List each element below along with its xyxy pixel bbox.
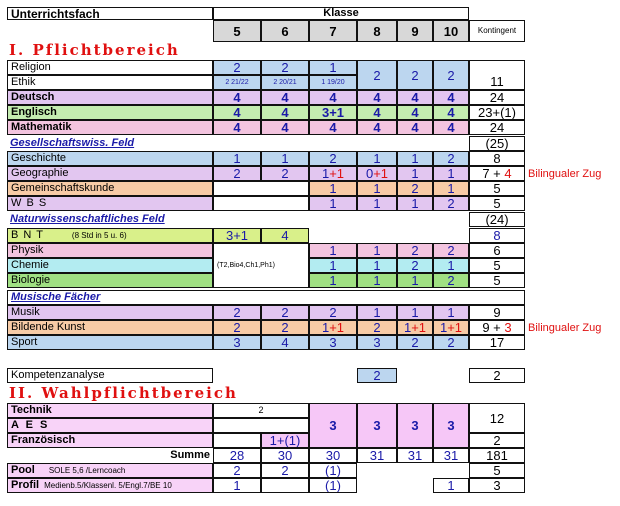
wbs-7: 1: [309, 196, 357, 211]
ethik-5: 2 21/22: [213, 75, 261, 90]
chemie-10: 1: [433, 258, 469, 273]
kunst-6: 2: [261, 320, 309, 335]
profil-10: 1: [433, 478, 469, 493]
englisch-kontingent: 23+(1): [469, 105, 525, 120]
mathematik-8: 4: [357, 120, 397, 135]
profil-5: 1: [213, 478, 261, 493]
pool-7: (1): [309, 463, 357, 478]
grade-5: 5: [213, 20, 261, 42]
profil-kontingent: 3: [469, 478, 525, 493]
geschichte-kontingent: 8: [469, 151, 525, 166]
physik-7: 1: [309, 243, 357, 258]
kunst-7: [309, 320, 357, 335]
gemeinschaftskunde-kontingent: 5: [469, 181, 525, 196]
wp-9: 3: [397, 403, 433, 448]
summe-6: 30: [261, 448, 309, 463]
aes-label: A E S: [7, 418, 213, 433]
wbs-label: W B S: [7, 196, 213, 211]
geschichte-7: 2: [309, 151, 357, 166]
deutsch-6: 4: [261, 90, 309, 105]
kunst-7-bilingual: +1: [329, 320, 345, 335]
kunst-8: 2: [357, 320, 397, 335]
profil-note: Medienb.5/Klassenl. 5/Engl.7/BE 10: [44, 480, 172, 490]
kompetenz-8: 2: [357, 368, 397, 383]
mathematik-label: Mathematik: [7, 120, 213, 135]
ethik-9: 2: [397, 60, 433, 90]
grade-7: 7: [309, 20, 357, 42]
mathematik-6: 4: [261, 120, 309, 135]
kunst-7-base: 1: [321, 320, 330, 335]
religion-label: Religion: [7, 60, 213, 75]
physik-kontingent: 6: [469, 243, 525, 258]
physik-label: Physik: [7, 243, 213, 258]
ethik-10: 2: [433, 60, 469, 90]
bnt-note: (8 Std in 5 u. 6): [71, 230, 127, 240]
sport-kontingent: 17: [469, 335, 525, 350]
deutsch-kontingent: 24: [469, 90, 525, 105]
musisch-title-text: Musische Fächer: [11, 291, 101, 303]
profil-7: (1): [309, 478, 357, 493]
geographie-10: 1: [433, 166, 469, 181]
biologie-8: 1: [357, 273, 397, 288]
ethik-6: 2 20/21: [261, 75, 309, 90]
englisch-6: 4: [261, 105, 309, 120]
summe-10: 31: [433, 448, 469, 463]
gemeinschaftskunde-7: 1: [309, 181, 357, 196]
geographie-label: Geographie: [7, 166, 213, 181]
ethik-8: 2: [357, 60, 397, 90]
mathematik-kontingent: 24: [469, 120, 525, 135]
sport-8: 3: [357, 335, 397, 350]
gemeinschaftskunde-9: 2: [397, 181, 433, 196]
wp-kontingent: 12: [469, 403, 525, 433]
bnt-6: 4: [261, 228, 309, 243]
summe-label: Summe: [170, 449, 210, 461]
kompetenz-label: Kompetenzanalyse: [7, 368, 213, 383]
pool-row-label: [7, 463, 213, 478]
musik-5: 2: [213, 305, 261, 320]
sport-5: 3: [213, 335, 261, 350]
geschichte-6: 1: [261, 151, 309, 166]
kunst-label: Bildende Kunst: [7, 320, 213, 335]
gemeinschaftskunde-10: 1: [433, 181, 469, 196]
musisch-title: [7, 290, 525, 305]
mathematik-9: 4: [397, 120, 433, 135]
sport-6: 4: [261, 335, 309, 350]
deutsch-10: 4: [433, 90, 469, 105]
franz-kontingent: 2: [469, 433, 525, 448]
ethik-kontingent: 11: [469, 60, 525, 90]
geographie-7-bilingual: +1: [329, 166, 345, 181]
wbs-10: 2: [433, 196, 469, 211]
section-pflichtbereich: I. Pflichtbereich: [9, 41, 180, 59]
chemie-9: 2: [397, 258, 433, 273]
deutsch-5: 4: [213, 90, 261, 105]
geographie-kontingent-base: 7 +: [482, 166, 501, 181]
pool-label: Pool: [11, 464, 35, 476]
sport-label: Sport: [7, 335, 213, 350]
profil-6-empty: [261, 478, 309, 493]
bnt-label: B N T: [11, 229, 44, 241]
englisch-9: 4: [397, 105, 433, 120]
englisch-5: 4: [213, 105, 261, 120]
sport-10: 2: [433, 335, 469, 350]
summe-7: 30: [309, 448, 357, 463]
sport-9: 2: [397, 335, 433, 350]
kunst-9-bilingual: +1: [411, 320, 427, 335]
musik-8: 1: [357, 305, 397, 320]
ethik-label: Ethik: [7, 75, 213, 90]
header-kontingent: Kontingent: [469, 20, 525, 42]
kunst-kontingent: [469, 320, 525, 335]
chemie-7: 1: [309, 258, 357, 273]
franz-label: Französisch: [7, 433, 213, 448]
musik-7: 2: [309, 305, 357, 320]
wbs-8: 1: [357, 196, 397, 211]
profil-row-label: [7, 478, 213, 493]
chemie-label: Chemie: [7, 258, 213, 273]
mathematik-5: 4: [213, 120, 261, 135]
technik-label: Technik: [7, 403, 213, 418]
kunst-9-base: 1: [403, 320, 412, 335]
bnt-kontingent: 8: [469, 228, 525, 243]
franz-5-empty: [213, 433, 261, 448]
natur-title-text: Naturwissenschaftliches Feld: [10, 213, 165, 225]
musik-6: 2: [261, 305, 309, 320]
musik-10: 1: [433, 305, 469, 320]
gemeinschaftskunde-8: 1: [357, 181, 397, 196]
englisch-7: 3+1: [309, 105, 357, 120]
gemeinschaftskunde-empty: [213, 181, 309, 196]
gesell-title: [7, 136, 469, 151]
natur-title: [7, 212, 469, 227]
geschichte-9: 1: [397, 151, 433, 166]
pool-6: 2: [261, 463, 309, 478]
physik-10: 2: [433, 243, 469, 258]
pool-note: SOLE 5,6 /Lerncoach: [48, 465, 126, 475]
technik-56: 2: [213, 403, 309, 418]
header-subject: Unterrichtsfach: [7, 7, 213, 20]
header-klasse: Klasse: [213, 7, 469, 20]
sport-7: 3: [309, 335, 357, 350]
aes-56-empty: [213, 418, 309, 433]
englisch-10: 4: [433, 105, 469, 120]
franz-6: 1+(1): [261, 433, 309, 448]
geschichte-8: 1: [357, 151, 397, 166]
bnt-5: 3+1: [213, 228, 261, 243]
biologie-9: 1: [397, 273, 433, 288]
wp-7: 3: [309, 403, 357, 448]
biologie-10: 2: [433, 273, 469, 288]
grade-10: 10: [433, 20, 469, 42]
bnt-row-label: [7, 228, 213, 243]
englisch-label: Englisch: [7, 105, 213, 120]
geographie-5: 2: [213, 166, 261, 181]
summe-8: 31: [357, 448, 397, 463]
geographie-7-base: 1: [321, 166, 330, 181]
kompetenz-kontingent: 2: [469, 368, 525, 383]
pool-kontingent: 5: [469, 463, 525, 478]
geographie-8: [357, 166, 397, 181]
geographie-kontingent-bilingual: 4: [504, 166, 512, 181]
pool-5: 2: [213, 463, 261, 478]
kunst-10-base: 1: [439, 320, 448, 335]
englisch-8: 4: [357, 105, 397, 120]
gemeinschaftskunde-label: Gemeinschaftskunde: [7, 181, 213, 196]
deutsch-8: 4: [357, 90, 397, 105]
geschichte-10: 2: [433, 151, 469, 166]
chemie-8: 1: [357, 258, 397, 273]
geographie-7: [309, 166, 357, 181]
summe-kontingent: 181: [469, 448, 525, 463]
grade-8: 8: [357, 20, 397, 42]
kunst-bilingual-note: Bilingualer Zug: [528, 322, 602, 334]
geographie-kontingent: [469, 166, 525, 181]
wbs-empty: [213, 196, 309, 211]
deutsch-label: Deutsch: [7, 90, 213, 105]
kunst-9: [397, 320, 433, 335]
geographie-6: 2: [261, 166, 309, 181]
physik-8: 1: [357, 243, 397, 258]
religion-7: 1: [309, 60, 357, 75]
section-wahlpflichtbereich: II. Wahlpflichtbereich: [9, 384, 238, 402]
wp-8: 3: [357, 403, 397, 448]
chemie-kontingent: 5: [469, 258, 525, 273]
wbs-kontingent: 5: [469, 196, 525, 211]
geschichte-label: Geschichte: [7, 151, 213, 166]
gesell-kontingent: (25): [469, 136, 525, 151]
musik-9: 1: [397, 305, 433, 320]
chemie-note: (T2,Bio4,Ch1,Ph1): [217, 262, 275, 269]
kunst-5: 2: [213, 320, 261, 335]
kunst-kontingent-bilingual: 3: [504, 320, 512, 335]
summe-9: 31: [397, 448, 433, 463]
geographie-8-base: 0: [365, 166, 374, 181]
physik-9: 2: [397, 243, 433, 258]
kunst-10: [433, 320, 469, 335]
wbs-9: 1: [397, 196, 433, 211]
musik-kontingent: 9: [469, 305, 525, 320]
religion-6: 2: [261, 60, 309, 75]
natur-kontingent: (24): [469, 212, 525, 227]
wp-10: 3: [433, 403, 469, 448]
geschichte-5: 1: [213, 151, 261, 166]
geographie-bilingual-note: Bilingualer Zug: [528, 168, 602, 180]
musik-label: Musik: [7, 305, 213, 320]
kunst-10-bilingual: +1: [447, 320, 463, 335]
geographie-8-bilingual: +1: [373, 166, 389, 181]
religion-5: 2: [213, 60, 261, 75]
grade-6: 6: [261, 20, 309, 42]
deutsch-9: 4: [397, 90, 433, 105]
profil-label: Profil: [11, 479, 40, 491]
grade-9: 9: [397, 20, 433, 42]
mathematik-10: 4: [433, 120, 469, 135]
gesell-title-text: Gesellschaftswiss. Feld: [10, 137, 135, 149]
geographie-9: 1: [397, 166, 433, 181]
mathematik-7: 4: [309, 120, 357, 135]
kunst-kontingent-base: 9 +: [482, 320, 501, 335]
deutsch-7: 4: [309, 90, 357, 105]
summe-5: 28: [213, 448, 261, 463]
biologie-7: 1: [309, 273, 357, 288]
biologie-kontingent: 5: [469, 273, 525, 288]
biologie-label: Biologie: [7, 273, 213, 288]
ethik-7: 1 19/20: [309, 75, 357, 90]
